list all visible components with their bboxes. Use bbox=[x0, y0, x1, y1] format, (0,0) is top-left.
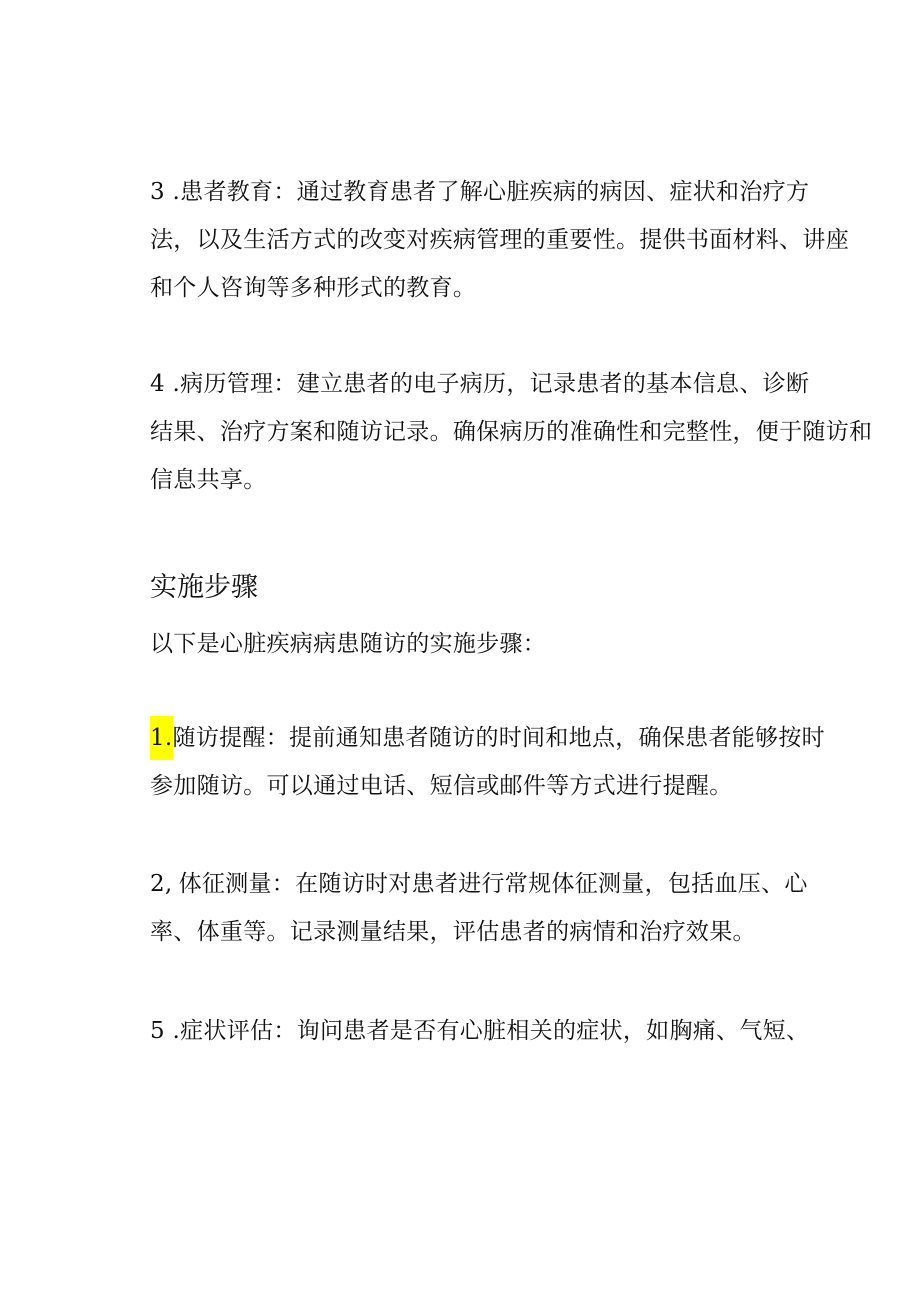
step-symptom-assessment bbox=[150, 1007, 830, 1055]
paragraph-line: 患者教育：通过教育患者了解心脏疾病的病因、症状和治疗方 bbox=[180, 179, 810, 205]
paragraph-line: 随访提醒：提前通知患者随访的时间和地点，确保患者能够按时 bbox=[172, 725, 825, 751]
paragraph-line: 结果、治疗方案和随访记录。确保病历的准确性和完整性，便于随访和 bbox=[150, 419, 873, 445]
list-number: 2, bbox=[150, 871, 173, 897]
paragraph-line: 参加随访。可以通过电话、短信或邮件等方式进行提醒。 bbox=[150, 773, 733, 799]
paragraph-line: 信息共享。 bbox=[150, 467, 267, 493]
section-heading: 实施步骤 bbox=[150, 572, 258, 603]
list-number: 4 . bbox=[150, 371, 181, 397]
paragraph-line: 率、体重等。记录测量结果，评估患者的病情和治疗效果。 bbox=[150, 919, 756, 945]
step-vital-signs bbox=[150, 860, 830, 956]
highlighted-list-number: 1. bbox=[150, 716, 173, 760]
list-item-patient-education bbox=[150, 168, 849, 312]
paragraph-line: 法，以及生活方式的改变对疾病管理的重要性。提供书面材料、讲座 bbox=[150, 227, 849, 253]
list-item-record-management bbox=[150, 360, 873, 504]
list-number: 5 . bbox=[150, 1018, 181, 1044]
step-follow-up-reminder bbox=[150, 714, 830, 810]
paragraph-line: 体征测量：在随访时对患者进行常规体征测量，包括血压、心 bbox=[178, 871, 808, 897]
paragraph-line: 和个人咨询等多种形式的教育。 bbox=[150, 275, 477, 301]
list-number: 3 . bbox=[150, 179, 181, 205]
paragraph-line: 症状评估：询问患者是否有心脏相关的症状，如胸痛、气短、 bbox=[180, 1018, 810, 1044]
paragraph-line: 病历管理：建立患者的电子病历，记录患者的基本信息、诊断 bbox=[180, 371, 810, 397]
section-intro: 以下是心脏疾病病患随访的实施步骤： bbox=[150, 631, 547, 657]
